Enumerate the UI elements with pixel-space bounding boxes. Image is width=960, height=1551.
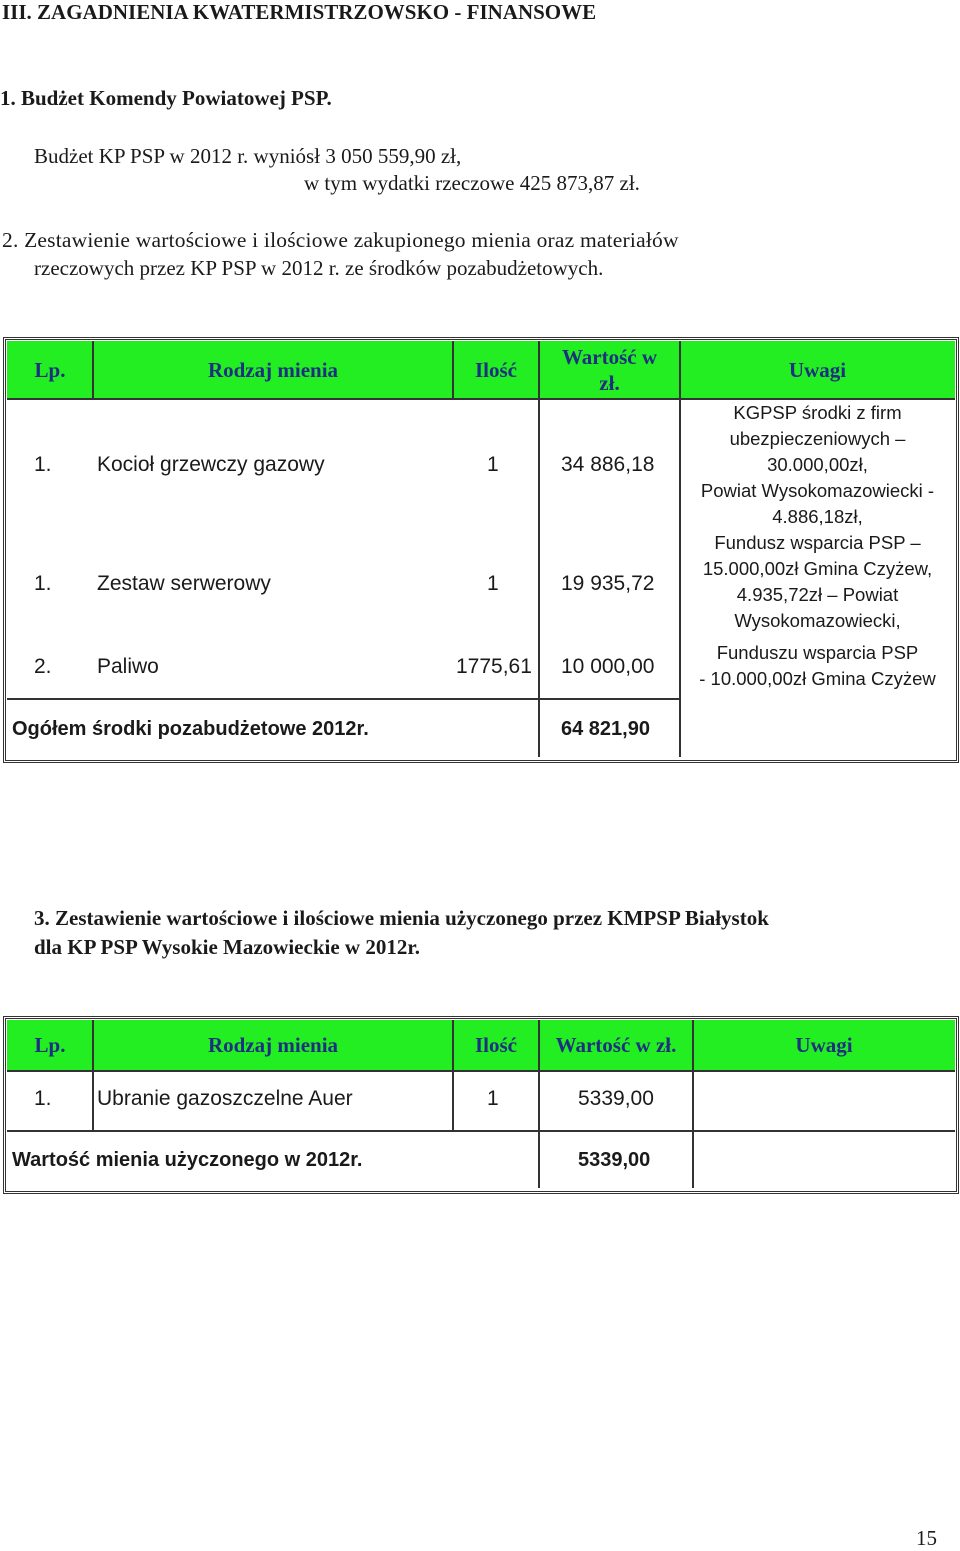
- remark-line: 4.935,72zł – Powiat: [736, 584, 899, 605]
- remark-line: - 10.000,00zł Gmina Czyżew: [699, 668, 936, 689]
- row-ilosc: 1775,61: [456, 655, 532, 678]
- col-header-wartosc-line2: zł.: [599, 371, 620, 395]
- remark-line: Powiat Wysokomazowiecki -: [700, 480, 935, 501]
- remark-line: 15.000,00zł Gmina Czyżew,: [702, 558, 933, 579]
- remark-line: 4.886,18zł,: [772, 506, 863, 527]
- section-2-heading-line2: rzeczowych przez KP PSP w 2012 r. ze środków pozabudżetowych.: [34, 256, 604, 280]
- col-header-uwagi: Uwagi: [795, 1032, 853, 1057]
- row-lp: 2.: [34, 655, 52, 678]
- row-wartosc: 10 000,00: [561, 655, 655, 678]
- section-3-heading-line1: 3. Zestawienie wartościowe i ilościowe mienia użyczonego przez KMPSP Białystok: [34, 906, 769, 930]
- col-header-ilosc: Ilość: [475, 357, 517, 382]
- remark-line: Fundusz wsparcia PSP –: [714, 532, 921, 553]
- col-header-ilosc: Ilość: [475, 1032, 517, 1057]
- col-header-lp: Lp.: [34, 1032, 66, 1057]
- section-3-heading-line2: dla KP PSP Wysokie Mazowieckie w 2012r.: [34, 935, 420, 959]
- budget-detail-line: w tym wydatki rzeczowe 425 873,87 zł.: [304, 171, 640, 195]
- total-label: Wartość mienia użyczonego w 2012r.: [12, 1149, 363, 1171]
- total-label: Ogółem środki pozabudżetowe 2012r.: [12, 718, 369, 740]
- total-value: 64 821,90: [561, 718, 650, 740]
- col-header-rodzaj: Rodzaj mienia: [207, 357, 339, 382]
- remark-line: KGPSP środki z firm: [733, 402, 902, 423]
- remark-line: Funduszu wsparcia PSP: [716, 642, 919, 663]
- row-wartosc: 19 935,72: [561, 572, 655, 595]
- remark-line: Wysokomazowiecki,: [734, 610, 901, 631]
- remark-line: 30.000,00zł,: [767, 454, 868, 475]
- col-header-wartosc-line1: Wartość w: [561, 345, 658, 369]
- col-header-wartosc: [539, 341, 680, 399]
- row-lp: 1.: [34, 1087, 52, 1110]
- row-rodzaj: Kocioł grzewczy gazowy: [97, 453, 325, 476]
- col-header-uwagi: Uwagi: [788, 357, 847, 382]
- page-number: 15: [916, 1526, 937, 1550]
- col-header-rodzaj: Rodzaj mienia: [207, 1032, 339, 1057]
- col-header-wartosc: Wartość w zł.: [555, 1032, 677, 1057]
- row-wartosc: 5339,00: [578, 1087, 654, 1110]
- section-1-heading: 1. Budżet Komendy Powiatowej PSP.: [0, 86, 332, 110]
- remarks-cell: [680, 400, 955, 692]
- row-rodzaj: Paliwo: [97, 655, 159, 678]
- row-lp: 1.: [34, 572, 52, 595]
- row-ilosc: 1: [487, 453, 499, 476]
- row-lp: 1.: [34, 453, 52, 476]
- row-rodzaj: Ubranie gazoszczelne Auer: [97, 1087, 353, 1110]
- row-wartosc: 34 886,18: [561, 453, 655, 476]
- budget-line: Budżet KP PSP w 2012 r. wyniósł 3 050 559,90 zł,: [34, 144, 462, 168]
- total-value: 5339,00: [578, 1149, 651, 1171]
- section-title: III. ZAGADNIENIA KWATERMISTRZOWSKO - FINANSOWE: [2, 0, 597, 24]
- section-2-heading-line1: 2. Zestawienie wartościowe i ilościowe zakupionego mienia oraz materiałów: [2, 228, 679, 252]
- col-header-lp: Lp.: [34, 357, 66, 382]
- row-ilosc: 1: [487, 572, 499, 595]
- remark-line: ubezpieczeniowych –: [729, 428, 906, 449]
- row-ilosc: 1: [487, 1087, 499, 1110]
- row-rodzaj: Zestaw serwerowy: [97, 572, 271, 595]
